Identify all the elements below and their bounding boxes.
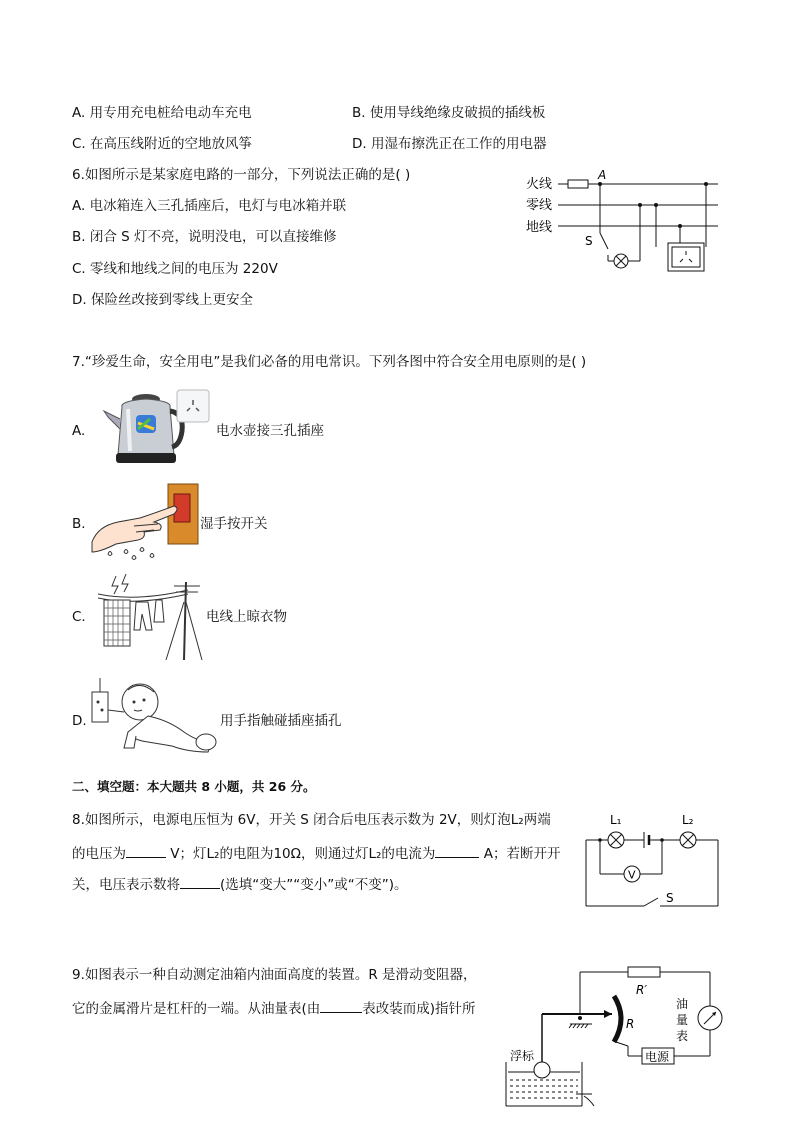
q8-line3-part-b: (选填“变大”“变小”或“不变”)。 [220,877,408,893]
q9-line2-part-b: 表改装而成)指针所 [362,1001,476,1017]
clothes-on-wire-image [96,572,206,662]
q8-line2 [72,843,560,863]
q8-line2-part-a: 的电压为 [72,846,126,862]
q6-option-a: A. 电冰箱连入三孔插座后，电灯与电冰箱并联 [72,198,347,214]
power-source-label: 电源 [645,1050,670,1064]
q7-option-c-letter: C. [72,609,86,625]
lamp-l1-label: L₁ [610,813,622,827]
q8-circuit-diagram [582,812,722,912]
oil-meter-label-1: 油 [676,997,689,1011]
wet-hand-switch-image [88,482,203,562]
q7-stem: 7.“珍爱生命，安全用电”是我们必备的用电常识。下列各图中符合安全用电原则的是( ) [72,354,587,370]
q5-option-a: A. 用专用充电桩给电动车充电 [72,105,252,121]
switch-s-icon [644,898,658,906]
switch-label: S [666,891,674,905]
q5-option-d: D. 用湿布擦洗正在工作的用电器 [352,136,547,152]
q6-option-c: C. 零线和地线之间的电压为 220V [72,261,278,277]
q9-line1: 9.如图表示一种自动测定油箱内油面高度的装置。R 是滑动变阻器， [72,967,477,983]
switch-label: S [585,234,593,248]
q6-option-b: B. 闭合 S 灯不亮，说明没电，可以直接维修 [72,229,337,245]
three-pin-socket-icon [176,389,210,423]
r-prime-label: R′ [636,983,648,997]
q8-blank-change [180,874,220,889]
q7-option-b-letter: B. [72,516,86,532]
q7-option-a-letter: A. [72,423,86,439]
fuse-icon [568,180,588,188]
q8-blank-voltage [126,843,166,858]
q8-line2-part-c: A；若断开开 [483,846,561,862]
q8-line2-part-b: V；灯L₂的电阻为10Ω，则通过灯L₂的电流为 [170,846,436,862]
ground-wire-label: 地线 [526,220,553,235]
resistor-r-prime-icon [628,967,660,977]
q6-option-d: D. 保险丝改接到零线上更安全 [72,292,253,308]
voltmeter-label: V [628,868,636,882]
q7-option-a-text: 电水壶接三孔插座 [216,423,324,439]
q9-oil-gauge-diagram [500,962,736,1112]
float-label: 浮标 [510,1049,535,1063]
q7-option-b-text: 湿手按开关 [200,516,268,532]
q8-line1: 8.如图所示，电源电压恒为 6V，开关 S 闭合后电压表示数为 2V，则灯泡L₂两端 [72,812,551,828]
point-a-label: A [598,168,607,182]
q9-line2-part-a: 它的金属滑片是杠杆的一端。从油量表(由 [72,1001,321,1017]
neutral-wire-label: 零线 [526,198,553,213]
float-icon [534,1062,550,1078]
section2-title: 二、填空题：本大题共 8 小题，共 26 分。 [72,779,316,794]
r-label: R [626,1017,635,1031]
q6-stem: 6.如图所示是某家庭电路的一部分，下列说法正确的是( ) [72,167,411,183]
variable-resistor-r-icon [614,996,621,1042]
oil-meter-label-3: 表 [676,1029,689,1043]
q9-blank-meter [320,998,362,1013]
q7-option-d-text: 用手指触碰插座插孔 [220,713,342,729]
live-wire-label: 火线 [526,177,553,192]
switch-s-icon [600,233,608,249]
q6-circuit-diagram [520,165,730,275]
q9-line2 [72,998,476,1018]
baby-socket-image [88,676,220,756]
q8-line3 [72,874,408,894]
q8-blank-current [435,843,479,858]
q7-option-c-text: 电线上晾衣物 [206,609,287,625]
oil-meter-label-2: 量 [676,1013,689,1027]
q7-option-d-letter: D. [72,713,87,729]
lamp-l2-label: L₂ [682,813,694,827]
q8-line3-part-a: 关，电压表示数将 [72,877,180,893]
q5-option-b: B. 使用导线绝缘皮破损的插线板 [352,105,546,121]
q5-option-c: C. 在高压线附近的空地放风筝 [72,136,253,152]
